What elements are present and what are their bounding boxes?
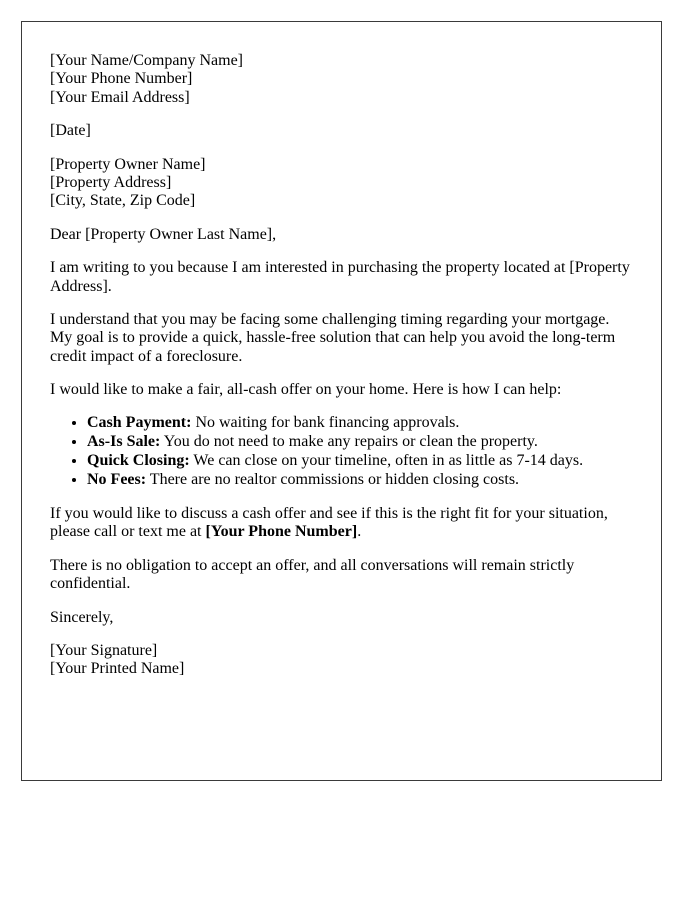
benefit-text: No waiting for bank financing approvals.: [191, 414, 460, 432]
closing: Sincerely,: [50, 608, 114, 626]
sender-phone-line: [Your Phone Number]: [50, 70, 193, 88]
benefit-item-no-fees: [87, 471, 631, 490]
paragraph-understanding: I understand that you may be facing some challenging timing regarding your mortgage. My goal is to provide a quick, hassle-free solution that can help you avoid the long-term credit impact of a foreclosure.: [50, 310, 616, 365]
sender-name-line: [Your Name/Company Name]: [50, 52, 244, 69]
benefit-text: We can close on your timeline, often in as little as 7-14 days.: [189, 452, 584, 470]
benefits-list: [50, 414, 631, 490]
printed-name-line: [Your Printed Name]: [50, 660, 185, 678]
benefit-label: As-Is Sale:: [87, 433, 161, 451]
paragraph-call-to-action: [50, 505, 631, 542]
signature-line: [Your Signature]: [50, 641, 158, 659]
cta-phone-placeholder: [Your Phone Number]: [205, 523, 358, 541]
recipient-block: [50, 156, 631, 211]
recipient-address-line: [Property Address]: [50, 173, 172, 191]
date-line: [Date]: [50, 122, 91, 140]
cta-text-after: .: [357, 523, 362, 541]
benefit-text: There are no realtor commissions or hidden closing costs.: [146, 471, 520, 489]
benefit-item-quick-closing: [87, 452, 631, 471]
benefit-item-cash-payment: [87, 414, 631, 433]
sender-email-line: [Your Email Address]: [50, 88, 190, 106]
benefit-label: Cash Payment:: [87, 414, 192, 432]
benefit-text: You do not need to make any repairs or clean the property.: [160, 433, 538, 451]
letter-document: [21, 21, 662, 781]
benefit-item-as-is-sale: [87, 433, 631, 452]
salutation: Dear [Property Owner Last Name],: [50, 225, 277, 243]
sender-block: [50, 52, 631, 107]
recipient-name-line: [Property Owner Name]: [50, 155, 206, 173]
paragraph-intro: I am writing to you because I am interested in purchasing the property located at [Property Address].: [50, 259, 630, 295]
paragraph-no-obligation: There is no obligation to accept an offer, and all conversations will remain strictly confidential.: [50, 556, 575, 593]
recipient-city-line: [City, State, Zip Code]: [50, 192, 196, 210]
paragraph-offer-lead: I would like to make a fair, all-cash offer on your home. Here is how I can help:: [50, 381, 562, 399]
benefit-label: Quick Closing:: [87, 452, 190, 470]
cta-text-before: If you would like to discuss a cash offer and see if this is the right fit for your situation, please call or text me at: [50, 504, 608, 541]
benefit-label: No Fees:: [87, 471, 147, 489]
signature-block: [50, 642, 631, 679]
